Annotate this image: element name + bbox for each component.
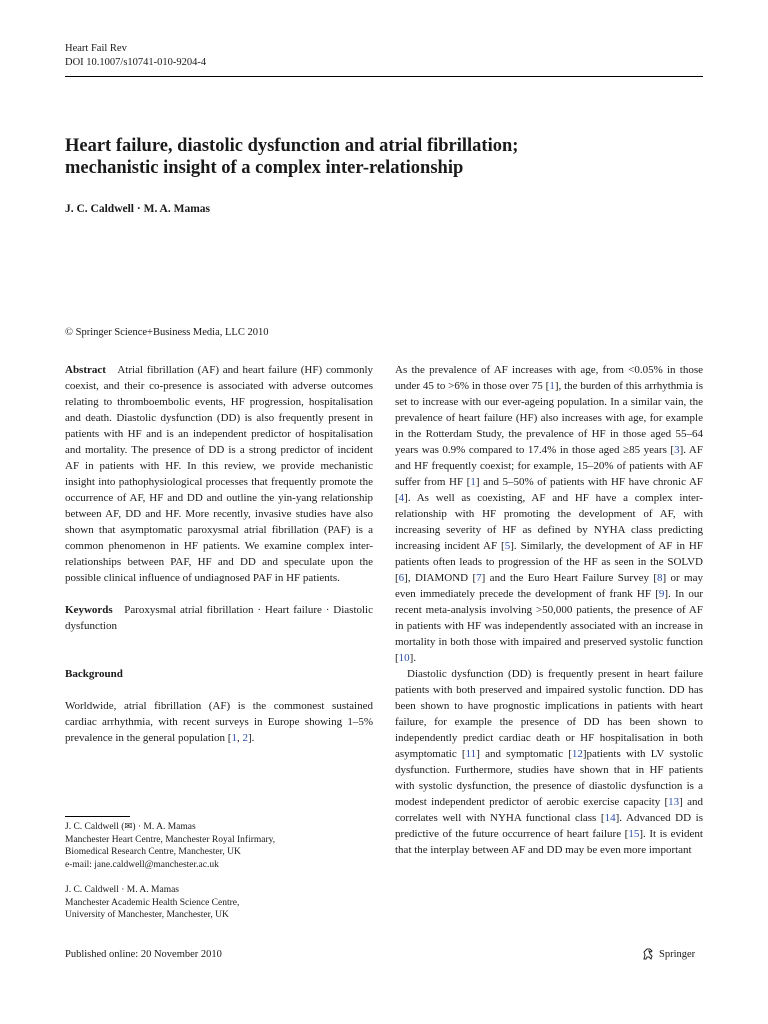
citation-link[interactable]: 12 bbox=[571, 748, 583, 760]
published-date: Published online: 20 November 2010 bbox=[65, 949, 222, 960]
affiliation-footnote-1 bbox=[65, 821, 373, 871]
doi: DOI 10.1007/s10741-010-9204-4 bbox=[65, 57, 207, 68]
background-text: Worldwide, atrial fibrillation (AF) is the commonest sustained cardiac arrhythmia, with recent surveys in Europe showing 1–5% prevalence in the general population [ bbox=[65, 700, 373, 744]
body-text: ] and correlates well with NYHA functional class [ bbox=[395, 796, 703, 824]
abstract bbox=[65, 362, 373, 586]
citation-link[interactable]: 10 bbox=[398, 652, 410, 664]
body-text: ] and 5–50% of patients with HF have chronic AF [ bbox=[395, 476, 704, 504]
citation-link[interactable]: 5 bbox=[504, 540, 511, 552]
footnote-line: J. C. Caldwell · M. A. Mamas bbox=[65, 885, 179, 895]
footnote-email[interactable]: e-mail: jane.caldwell@manchester.ac.uk bbox=[65, 859, 219, 870]
body-text: ] and symptomatic [ bbox=[476, 748, 572, 760]
body-paragraph-2 bbox=[395, 666, 703, 858]
citation-link[interactable]: 1 bbox=[549, 380, 555, 392]
footnote-rule bbox=[65, 816, 130, 817]
article-title bbox=[65, 135, 705, 179]
body-text: ], the burden of this arrhythmia is set to increase with our ever-ageing population. In a similar vain, the prevalence of heart failure (HF) also increases with age, for example in the Rotterdam Study, the prevalence of HF in those aged 55–64 years was 0.9% compared to 17.4% in those aged ≥85 years [ bbox=[395, 380, 703, 456]
citation-link[interactable]: 11 bbox=[465, 748, 477, 760]
keywords-label: Keywords bbox=[65, 604, 113, 616]
citation-link[interactable]: 1 bbox=[470, 476, 476, 488]
body-text: ]. bbox=[409, 652, 417, 664]
publisher-logo bbox=[641, 947, 695, 961]
footnote-line: Manchester Academic Health Science Centre, bbox=[65, 897, 240, 908]
citation-link[interactable]: 13 bbox=[668, 796, 680, 808]
title-line-1: Heart failure, diastolic dysfunction and atrial fibrillation; bbox=[65, 136, 519, 156]
footnote-line: Manchester Heart Centre, Manchester Royal Infirmary, bbox=[65, 834, 276, 845]
body-text: ]. AF and HF frequently coexist; for example, 15–20% of patients with AF suffer from HF [ bbox=[395, 444, 703, 488]
journal-name: Heart Fail Rev bbox=[65, 43, 127, 54]
keywords-text: Paroxysmal atrial fibrillation · Heart failure · Diastolic dysfunction bbox=[65, 604, 373, 632]
body-text: ]patients with LV systolic dysfunction. Furthermore, studies have shown that in HF patients with systolic dysfunction, the presence of diastolic dysfunction is a modest independent predictor of aerobic exercise capacity [ bbox=[395, 748, 703, 808]
footnote-line: Biomedical Research Centre, Manchester, UK bbox=[65, 847, 241, 857]
abstract-label: Abstract bbox=[65, 364, 106, 376]
title-line-2: mechanistic insight of a complex inter-relationship bbox=[65, 158, 464, 178]
body-text: ]. As well as coexisting, AF and HF have a complex inter-relationship with HF promoting the development of AF, with increasing severity of HF as defined by NYHA class predicting increasing incident AF [ bbox=[395, 492, 703, 552]
right-column bbox=[395, 362, 703, 858]
citation-link[interactable]: 7 bbox=[476, 572, 482, 584]
author-list: J. C. Caldwell · M. A. Mamas bbox=[65, 203, 211, 215]
footnote-line: University of Manchester, Manchester, UK bbox=[65, 910, 229, 920]
body-text: Diastolic dysfunction (DD) is frequently present in heart failure patients with both preserved and impaired systolic function. DD has been shown to have prognostic implications in patients with heart failure, for example the presence of DD has been shown to independently predict cardiac death or HF hospitalisation in both asymptomatic [ bbox=[395, 668, 703, 760]
section-heading-background: Background bbox=[65, 668, 123, 680]
body-text: ]. In our recent meta-analysis involving >50,000 patients, the presence of AF in patients with HF was independently associated with an increase in mortality in both those with impaired and preserved systolic function [ bbox=[395, 588, 703, 664]
body-text: ]. Similarly, the development of AF in HF patients often leads to progression of the HF as seen in the SOLVD [ bbox=[395, 540, 703, 584]
body-text: ]. It is evident that the interplay between AF and DD may be even more important bbox=[395, 828, 703, 856]
keywords bbox=[65, 602, 373, 634]
body-text: As the prevalence of AF increases with age, from <0.05% in those under 45 to >6% in those over 75 [ bbox=[395, 364, 703, 392]
citation-link[interactable]: 9 bbox=[658, 588, 665, 600]
citation-link[interactable]: 4 bbox=[398, 492, 405, 504]
publisher-name: Springer bbox=[659, 948, 696, 960]
citation-separator: , bbox=[236, 732, 243, 744]
body-text: ] and the Euro Heart Failure Survey [ bbox=[481, 572, 657, 584]
citation-link[interactable]: 14 bbox=[604, 812, 616, 824]
background-text-end: ]. bbox=[247, 732, 255, 744]
affiliation-footnote-2 bbox=[65, 884, 373, 922]
body-text: ]. Advanced DD is predictive of the future occurrence of heart failure [ bbox=[395, 812, 704, 840]
citation-link[interactable]: 8 bbox=[657, 572, 663, 584]
citation-link[interactable]: 6 bbox=[398, 572, 405, 584]
body-paragraph-1 bbox=[395, 362, 703, 666]
footnote-line: J. C. Caldwell (✉) · M. A. Mamas bbox=[65, 822, 196, 832]
copyright-notice: © Springer Science+Business Media, LLC 2010 bbox=[65, 327, 269, 338]
citation-link[interactable]: 3 bbox=[674, 444, 680, 456]
citation-link[interactable]: 2 bbox=[242, 732, 248, 744]
header-rule bbox=[65, 76, 703, 77]
citation-link[interactable]: 1 bbox=[231, 732, 237, 744]
springer-horse-icon bbox=[641, 947, 655, 961]
background-paragraph bbox=[65, 698, 373, 746]
left-column bbox=[65, 362, 373, 746]
body-text: ], DIAMOND [ bbox=[404, 572, 477, 584]
body-text: ] or may even immediately precede the development of frank HF [ bbox=[395, 572, 703, 600]
citation-link[interactable]: 15 bbox=[628, 828, 640, 840]
abstract-text: Atrial fibrillation (AF) and heart failure (HF) commonly coexist, and their co-presence is associated with adverse outcomes relating to thromboembolic events, HF progression, hospitalisation and death. Diastolic dysfunction (DD) is also frequently present in patients with HF and is an independent predictor of hospitalisation and mortality. The presence of DD is a strong predictor of incident AF in patients with HF. In this review, we provide mechanistic insight into pathophysiological processes that frequently promote the occurrence of AF, HF and DD and outline the yin-yang relationship between AF, DD and HF. More recently, invasive studies have also shown that asymptomatic paroxysmal atrial fibrillation (PAF) is a common phenomenon in HF patients. We examine complex inter-relationships between PAF, HF and DD and speculate upon the possible clinical influence of undiagnosed PAF in HF patients. bbox=[65, 364, 373, 584]
